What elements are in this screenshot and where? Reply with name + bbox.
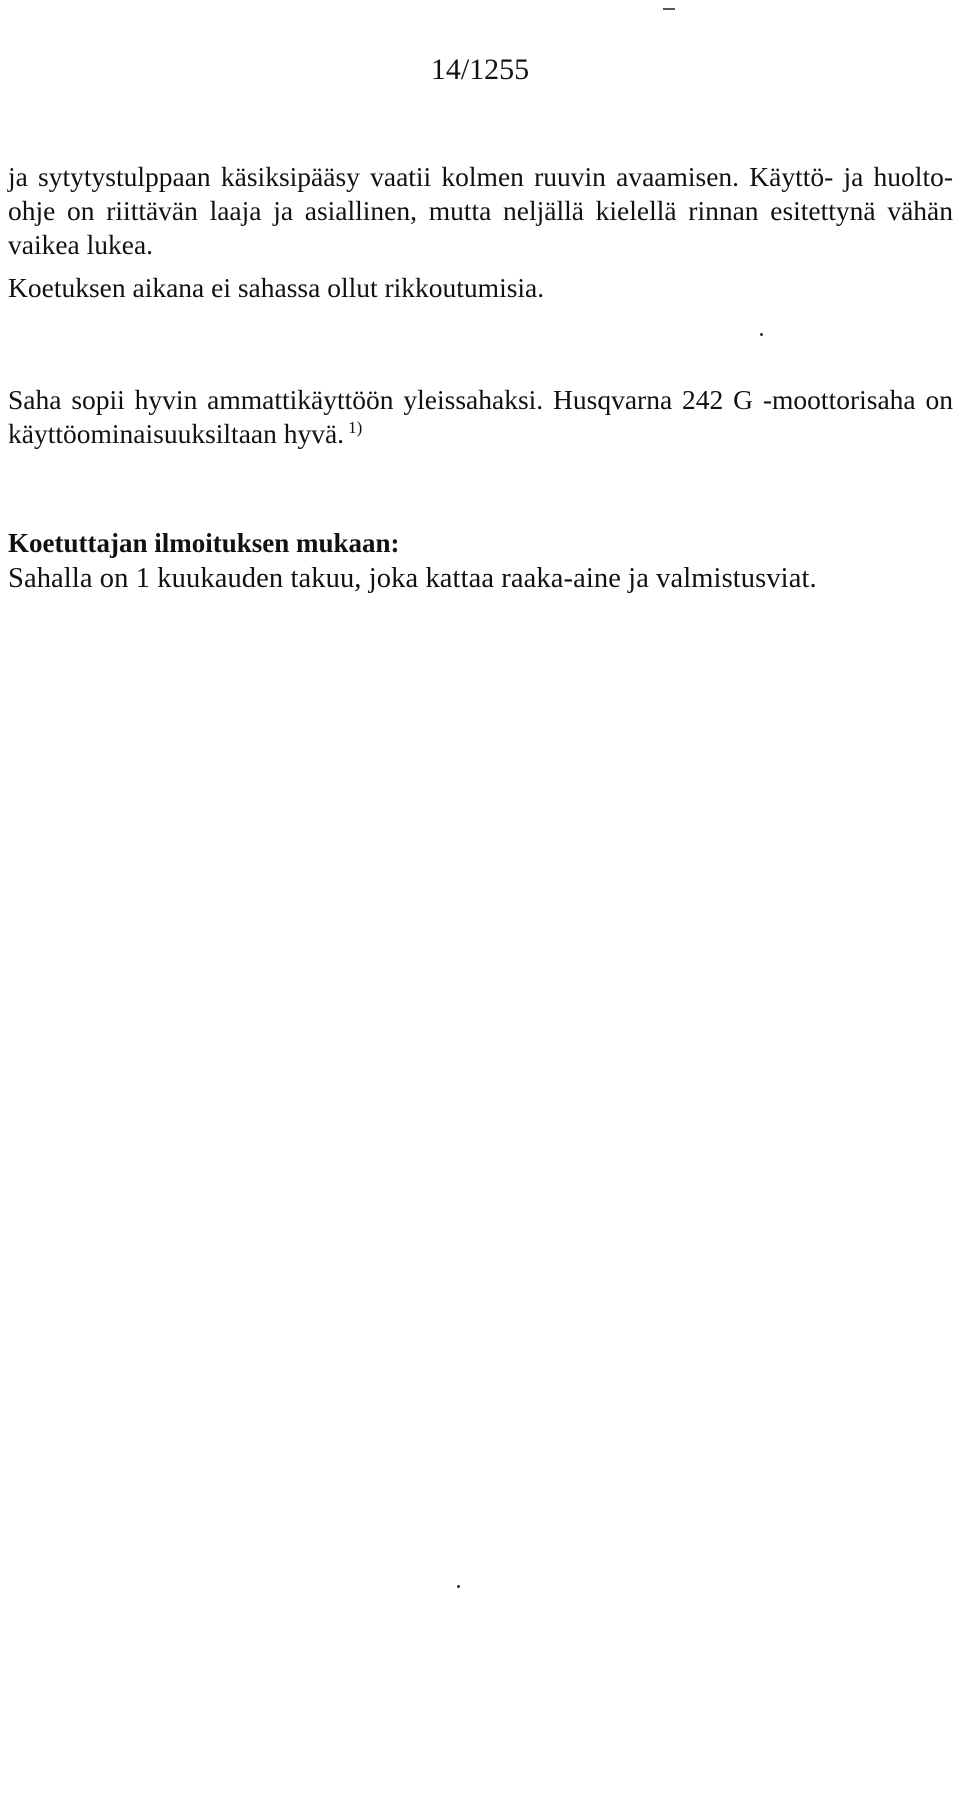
section-heading: Koetuttajan ilmoituksen mukaan: bbox=[8, 528, 400, 558]
page-number: 14/1255 bbox=[430, 53, 530, 86]
scan-speck bbox=[760, 333, 763, 336]
warranty-text: Sahalla on 1 kuukauden takuu, joka kattaa raaka-aine ja valmistusviat. bbox=[8, 563, 817, 594]
paragraph-no-breakdowns: Koetuksen aikana ei sahassa ollut rikkoutumisia. bbox=[8, 272, 545, 303]
footnote-marker: 1) bbox=[348, 418, 363, 437]
paragraph-conclusion-text: Saha sopii hyvin ammattikäyttöön yleissahaksi. Husqvarna 242 G -moottorisaha on käyttöominaisuuksiltaan hyvä. bbox=[8, 384, 953, 449]
paragraph-inspection-notes: ja sytytystulppaan käsiksipääsy vaatii kolmen ruuvin avaamisen. Käyttö- ja huolto-ohje on riittävän laaja ja asiallinen, mutta neljällä kielellä rinnan esitettynä vähän vaikea lukea. bbox=[8, 161, 953, 260]
manufacturer-statement bbox=[8, 526, 953, 596]
scan-speck bbox=[457, 1585, 460, 1588]
paragraph-conclusion bbox=[8, 383, 953, 451]
scan-mark bbox=[663, 8, 675, 10]
